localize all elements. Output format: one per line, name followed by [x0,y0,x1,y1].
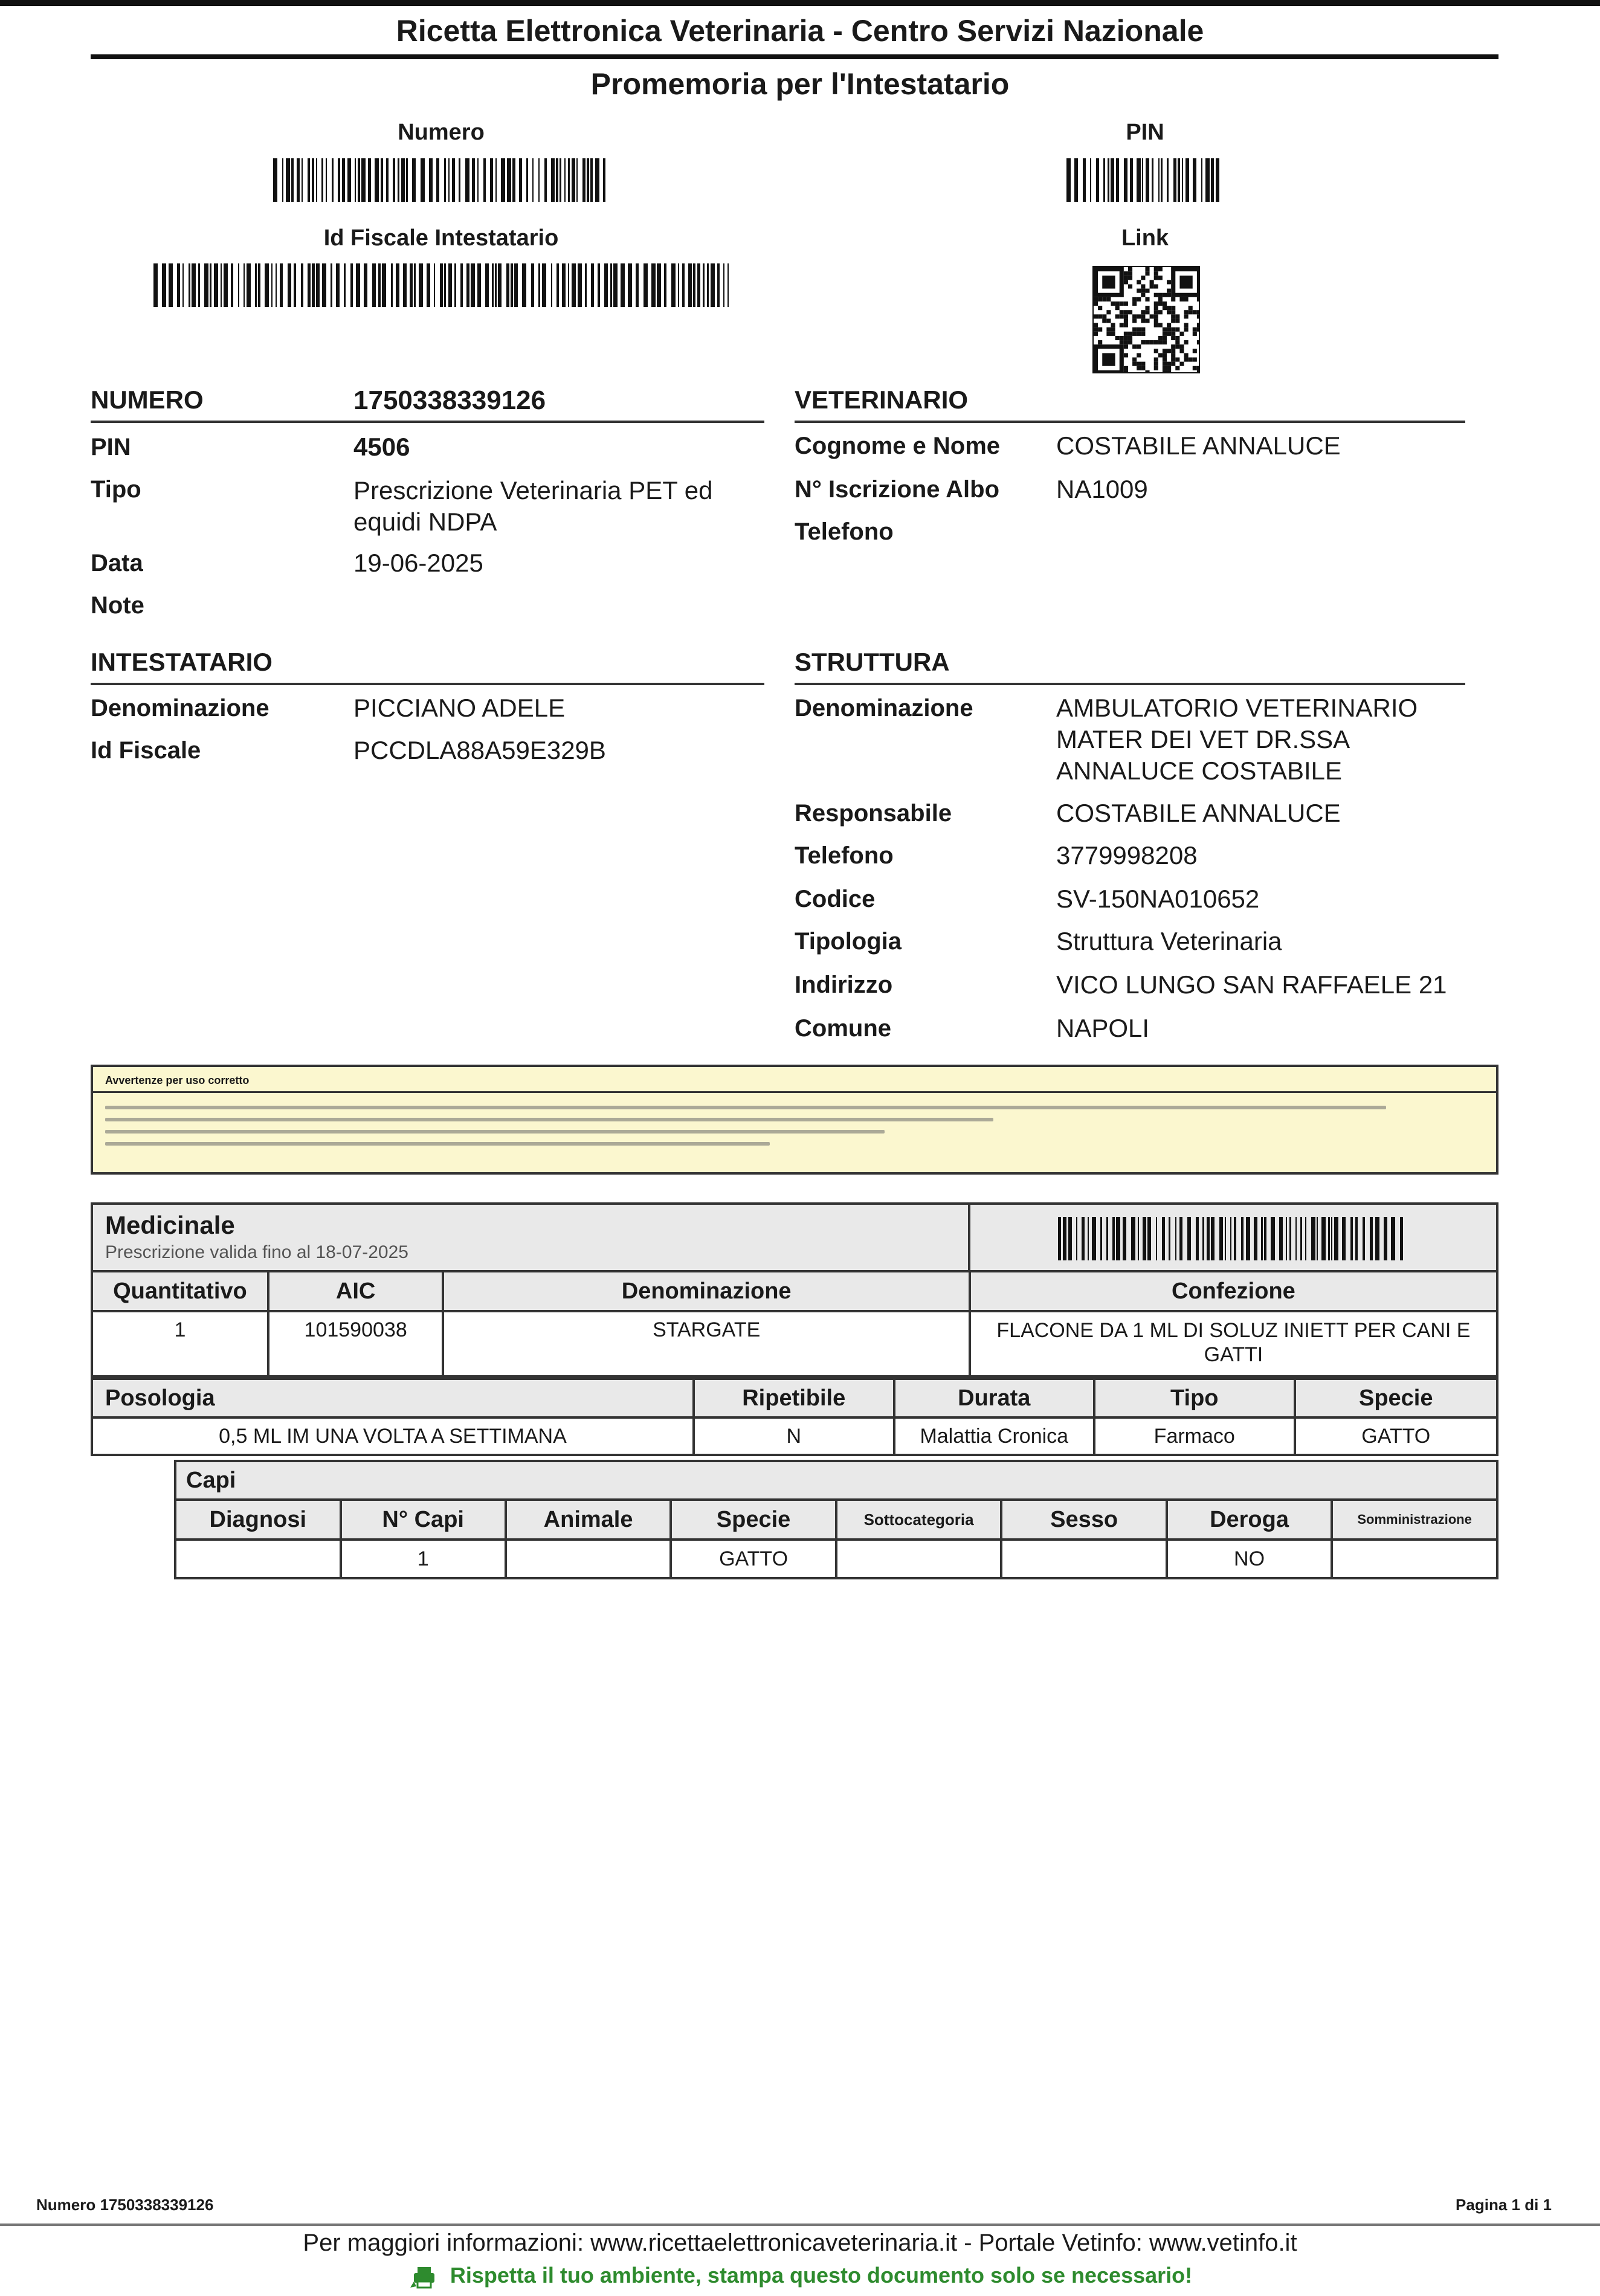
avvertenze-box [91,1065,1498,1175]
struttura-codice-label: Codice [795,886,876,912]
cell-confezione-line-1: FLACONE DA 1 ML DI SOLUZ INIETT PER CANI E [996,1319,1471,1342]
pin-value: 4506 [353,433,410,461]
struttura-responsabile-label: Responsabile [795,800,952,827]
col-quantitativo: Quantitativo [92,1271,268,1311]
col-tipo: Tipo [1094,1379,1295,1417]
cell-somministrazione [1332,1540,1497,1578]
struttura-denominazione-line-3: ANNALUCE COSTABILE [1056,756,1343,785]
cell-n-capi: 1 [341,1540,506,1578]
col-durata: Durata [894,1379,1094,1417]
cell-durata: Malattia Cronica [894,1417,1094,1455]
footer-pagina: Pagina 1 di 1 [1456,2196,1552,2214]
struttura-comune-value: NAPOLI [1056,1014,1150,1042]
struttura-divider [795,683,1465,685]
numero-heading: NUMERO [91,385,204,414]
data-label: Data [91,550,143,576]
capi-table [174,1460,1498,1579]
link-qr-code[interactable] [1092,266,1200,373]
struttura-comune-label: Comune [795,1015,891,1042]
avvertenze-text-line [105,1130,885,1133]
col-sottocategoria: Sottocategoria [836,1500,1002,1540]
cell-quantitativo: 1 [92,1311,268,1376]
struttura-telefono-label: Telefono [795,842,894,869]
struttura-indirizzo-value: VICO LUNGO SAN RAFFAELE 21 [1056,970,1447,999]
col-specie-capi: Specie [671,1500,836,1540]
struttura-tipologia-value: Struttura Veterinaria [1056,927,1282,955]
struttura-denominazione-line-1: AMBULATORIO VETERINARIO [1056,694,1418,722]
cell-aic: 101590038 [268,1311,444,1376]
col-n-capi: N° Capi [341,1500,506,1540]
footer-info: Per maggiori informazioni: www.ricettaelettronicaveterinaria.it - Portale Vetinfo: www.vetinfo.it [303,2230,1297,2256]
cell-denominazione: STARGATE [443,1311,969,1376]
top-border [0,0,1600,6]
vet-nome-value: COSTABILE ANNALUCE [1056,431,1341,460]
cell-animale [506,1540,671,1578]
vet-albo-label: N° Iscrizione Albo [795,476,1000,503]
footer-divider [0,2223,1600,2226]
col-specie: Specie [1295,1379,1498,1417]
avvertenze-heading: Avvertenze per uso corretto [105,1074,250,1086]
medicinale-barcode-cell [969,1204,1497,1274]
note-label: Note [91,592,144,619]
tipo-value-line-1: Prescrizione Veterinaria PET ed [353,476,713,505]
numero-divider [91,421,764,423]
footer-eco-message [0,2263,1600,2290]
col-confezione: Confezione [970,1271,1497,1311]
col-animale: Animale [506,1500,671,1540]
cell-specie: GATTO [1295,1417,1498,1455]
medicinale-header-table [91,1202,1498,1275]
title-divider [91,54,1498,59]
cell-diagnosi [175,1540,341,1578]
pin-barcode-label: PIN [1126,120,1164,145]
col-posologia: Posologia [92,1379,694,1417]
avvertenze-text-line [105,1118,993,1121]
medicinale-table [91,1270,1498,1378]
col-aic: AIC [268,1271,444,1311]
col-somministrazione: Somministrazione [1332,1500,1497,1540]
cell-confezione [970,1311,1497,1376]
cell-tipo: Farmaco [1094,1417,1295,1455]
footer-eco-text: Rispetta il tuo ambiente, stampa questo documento solo se necessario! [450,2263,1193,2288]
document-subtitle: Promemoria per l'Intestatario [590,67,1010,101]
id-fiscale-barcode-label: Id Fiscale Intestatario [323,225,559,251]
numero-value: 1750338339126 [353,385,546,415]
vet-telefono-label: Telefono [795,518,894,545]
tipo-value-line-2: equidi NDPA [353,508,497,536]
footer-numero: Numero 1750338339126 [36,2196,214,2214]
veterinario-divider [795,421,1465,423]
avvertenze-text-line [105,1142,770,1146]
document-title: Ricetta Elettronica Veterinaria - Centro Servizi Nazionale [396,14,1204,48]
struttura-denominazione-label: Denominazione [795,695,973,721]
cell-sesso [1001,1540,1166,1578]
struttura-codice-value: SV-150NA010652 [1056,885,1260,913]
numero-barcode-label: Numero [398,120,485,145]
intestatario-id-fiscale-value: PCCDLA88A59E329B [353,736,606,764]
struttura-responsabile-value: COSTABILE ANNALUCE [1056,799,1341,827]
link-qr-label: Link [1121,225,1169,251]
avvertenze-divider [93,1091,1496,1093]
cell-deroga: NO [1167,1540,1332,1578]
tipo-label: Tipo [91,476,141,503]
capi-heading: Capi [175,1461,1497,1500]
data-value: 19-06-2025 [353,549,483,577]
intestatario-denominazione-value: PICCIANO ADELE [353,694,566,722]
vet-nome-label: Cognome e Nome [795,433,1001,459]
posologia-table [91,1378,1498,1456]
col-diagnosi: Diagnosi [175,1500,341,1540]
struttura-tipologia-label: Tipologia [795,928,902,955]
recycle-printer-icon [408,2263,439,2290]
avvertenze-text-line [105,1106,1386,1109]
id-fiscale-barcode [153,263,734,307]
medicinale-barcode [1058,1217,1408,1260]
numero-barcode [273,158,611,202]
pin-barcode [1066,158,1227,202]
struttura-heading: STRUTTURA [795,648,950,676]
cell-posologia: 0,5 ML IM UNA VOLTA A SETTIMANA [92,1417,694,1455]
cell-ripetibile: N [694,1417,894,1455]
medicinale-heading: Medicinale [105,1211,235,1239]
struttura-denominazione-line-2: MATER DEI VET DR.SSA [1056,725,1350,753]
intestatario-heading: INTESTATARIO [91,648,273,676]
intestatario-denominazione-label: Denominazione [91,695,269,721]
struttura-indirizzo-label: Indirizzo [795,972,893,998]
intestatario-divider [91,683,764,685]
col-sesso: Sesso [1001,1500,1166,1540]
intestatario-id-fiscale-label: Id Fiscale [91,737,201,764]
col-deroga: Deroga [1167,1500,1332,1540]
struttura-telefono-value: 3779998208 [1056,841,1198,869]
cell-specie-capi: GATTO [671,1540,836,1578]
veterinario-heading: VETERINARIO [795,385,969,414]
medicinale-header-cell [92,1204,969,1274]
vet-albo-value: NA1009 [1056,475,1148,503]
cell-confezione-line-2: GATTI [1204,1343,1263,1366]
pin-label: PIN [91,434,131,460]
col-denominazione: Denominazione [443,1271,969,1311]
cell-sottocategoria [836,1540,1002,1578]
medicinale-validity: Prescrizione valida fino al 18-07-2025 [105,1242,408,1262]
col-ripetibile: Ripetibile [694,1379,894,1417]
